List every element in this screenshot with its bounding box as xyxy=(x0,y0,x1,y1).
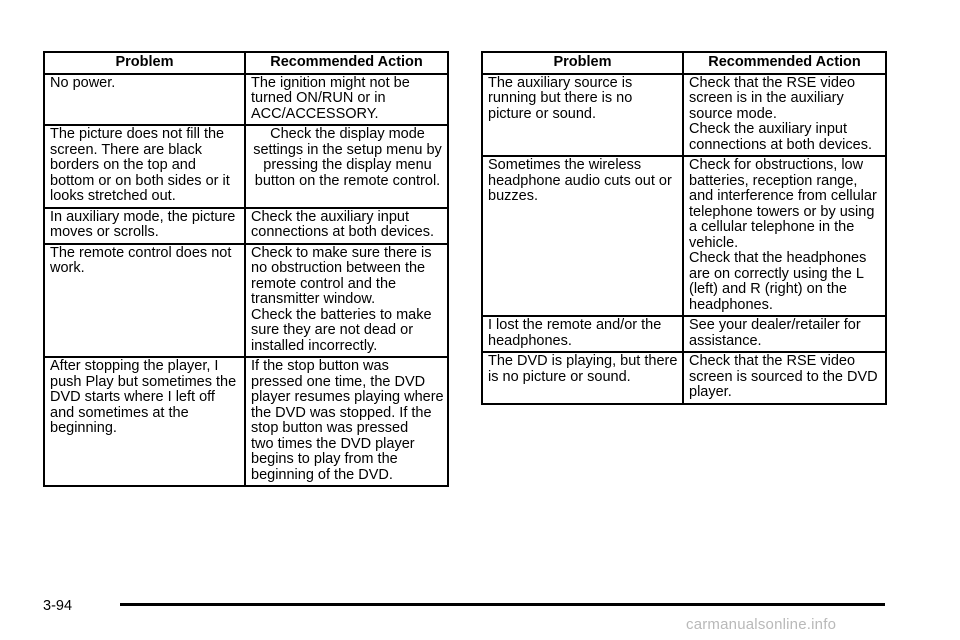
problem-cell: The DVD is playing, but there is no picture or sound. xyxy=(482,352,683,404)
footer-rule xyxy=(120,603,885,606)
table-row xyxy=(482,156,886,316)
action-line: Check for obstructions, low batteries, reception range, and interference from cellular telephone towers or by using a cellular telephone in the vehicle. xyxy=(689,157,877,251)
watermark: carmanualsonline.info xyxy=(686,616,837,633)
action-cell xyxy=(683,156,886,316)
problem-cell: No power. xyxy=(44,74,245,126)
header-problem: Problem xyxy=(482,52,683,74)
table-row xyxy=(44,208,448,244)
action-line: Check the batteries to make sure they are not dead or installed incorrectly. xyxy=(251,306,432,354)
problem-cell: The auxiliary source is running but there is no picture or sound. xyxy=(482,74,683,157)
table-row xyxy=(482,74,886,157)
problem-cell: The remote control does not work. xyxy=(44,244,245,358)
problem-cell: In auxiliary mode, the picture moves or scrolls. xyxy=(44,208,245,244)
table-row xyxy=(482,352,886,404)
problem-cell: I lost the remote and/or the headphones. xyxy=(482,316,683,352)
action-line: ACC/ACCESSORY. xyxy=(251,105,379,122)
page-number: 3-94 xyxy=(43,598,73,614)
action-line: two times the DVD player begins to play from the beginning of the DVD. xyxy=(251,435,415,483)
table-row xyxy=(482,316,886,352)
action-line: The ignition might not be xyxy=(251,74,410,91)
action-cell xyxy=(245,74,448,126)
action-cell xyxy=(245,125,448,208)
problem-cell: Sometimes the wireless headphone audio cuts out or buzzes. xyxy=(482,156,683,316)
action-line: Check the display mode settings in the setup menu by pressing the display menu button on the remote control. xyxy=(253,126,442,189)
table-header-row xyxy=(482,52,886,74)
action-line: Check the auxiliary input connections at both devices. xyxy=(251,208,434,240)
troubleshooting-table-right xyxy=(481,51,887,405)
table-row xyxy=(44,74,448,126)
troubleshooting-table-left xyxy=(43,51,449,487)
action-line: If the stop button was pressed one time, the DVD player resumes playing where the DVD was stopped. If the stop button was pressed xyxy=(251,358,444,436)
table-row xyxy=(44,357,448,486)
action-cell xyxy=(683,316,886,352)
problem-cell: After stopping the player, I push Play but sometimes the DVD starts where I left off and sometimes at the beginning. xyxy=(44,357,245,486)
action-line: Check that the headphones are on correctly using the L (left) and R (right) on the headphones. xyxy=(689,250,867,313)
action-line: See your dealer/retailer for assistance. xyxy=(689,317,861,349)
action-line: Check the auxiliary input connections at both devices. xyxy=(689,121,872,153)
header-recommended-action: Recommended Action xyxy=(245,52,448,74)
table-header-row xyxy=(44,52,448,74)
action-cell xyxy=(683,74,886,157)
table-row xyxy=(44,244,448,358)
action-line: Check to make sure there is no obstruction between the remote control and the transmitter window. xyxy=(251,244,432,307)
action-cell xyxy=(245,357,448,486)
table-row xyxy=(44,125,448,208)
header-problem: Problem xyxy=(44,52,245,74)
action-cell xyxy=(245,208,448,244)
action-line: Check that the RSE video screen is in the auxiliary source mode. xyxy=(689,74,856,122)
action-line: turned ON/RUN or in xyxy=(251,90,386,106)
action-cell xyxy=(245,244,448,358)
problem-cell: The picture does not fill the screen. There are black borders on the top and bottom or on both sides or it looks stretched out. xyxy=(44,125,245,208)
action-cell xyxy=(683,352,886,404)
header-recommended-action: Recommended Action xyxy=(683,52,886,74)
action-line: Check that the RSE video screen is sourced to the DVD player. xyxy=(689,353,878,400)
